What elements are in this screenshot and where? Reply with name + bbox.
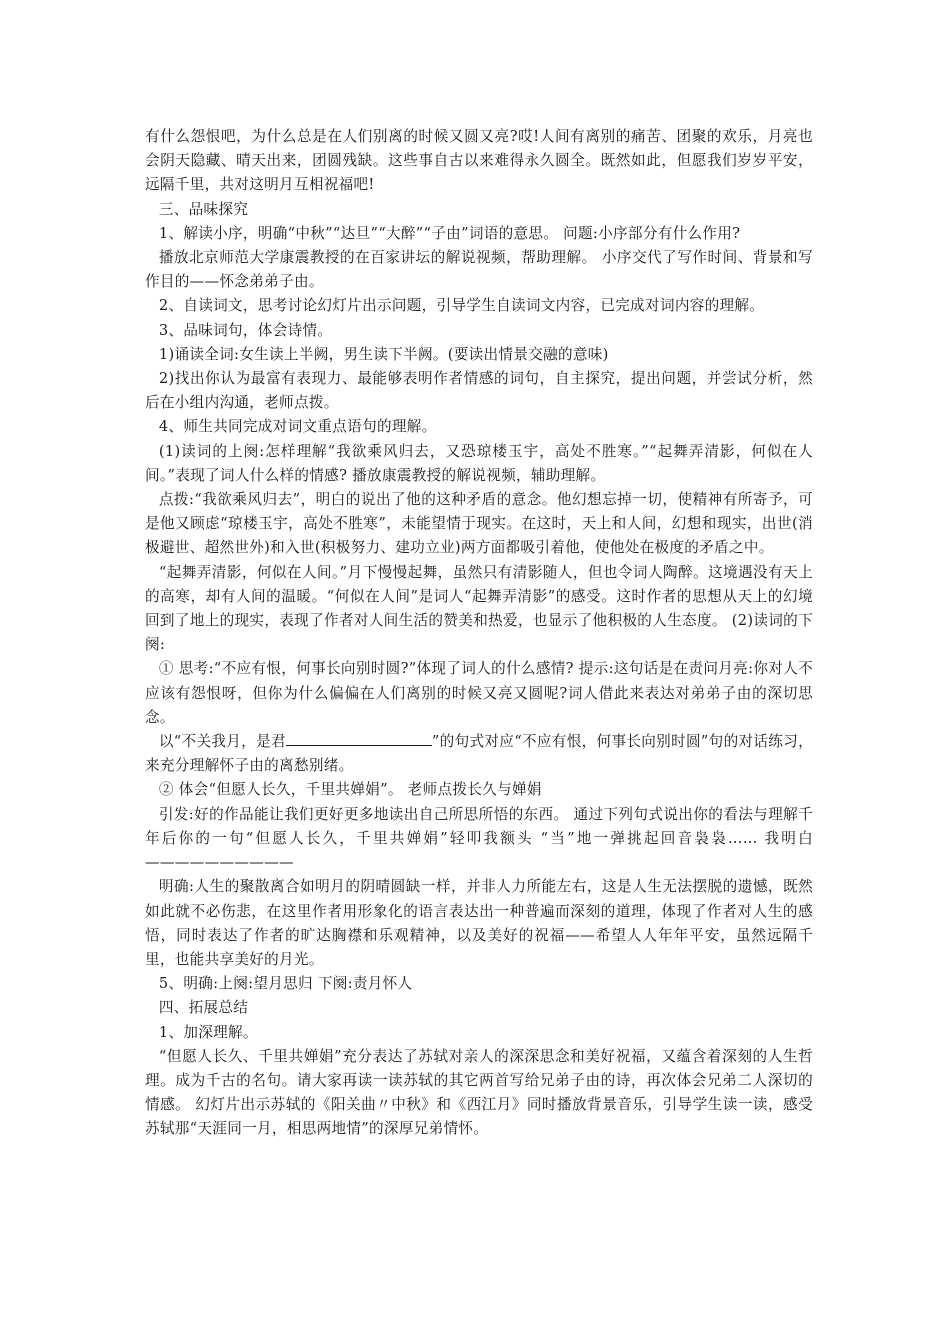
- paragraph-guidance: 点拨:“我欲乘风归去”，明白的说出了他的这种矛盾的意念。他幻想忘掉一切，使精神有所寄予，可是他又顾虑“琼楼玉宇，高处不胜寒”，未能望情于现实。在这时，天上和人间，幻想和现实，出世(消极避世、超然世外)和入世(积极努力、建功立业)两方面都吸引着他，使他处在极度的矛盾之中。: [145, 491, 813, 557]
- answer-blank[interactable]: [286, 730, 432, 746]
- paragraph-intro-translation: 有什么怨恨吧，为什么总是在人们别离的时候又圆又亮?哎!人间有离别的痛苦、团聚的欢乐，月亮也会阴天隐藏、晴天出来，团圆残缺。这些事自古以来难得永久圆全。既然如此，但愿我们岁岁平安，远隔千里，共对这明月互相祝福吧!: [145, 128, 813, 194]
- paragraph-fill-blank: [145, 730, 813, 778]
- fill-blank-prefix: 以“不关我月，是君: [158, 733, 286, 751]
- paragraph-dance-shadow: “起舞弄清影，何似在人间。”月下慢慢起舞，虽然只有清影随人，但也令词人陶醉。这境遇没有天上的高寒，却有人间的温暖。“何似在人间”是词人“起舞弄清影”的感受。这时作者的思想从天上的幻境回到了地上的现实，表现了作者对人间生活的赞美和热爱，也显示了他积极的人生态度。 (2)读词的下阕:: [145, 563, 813, 654]
- paragraph-upper-stanza: (1)读词的上阕:怎样理解“我欲乘风归去，又恐琼楼玉宇，高处不胜寒。”“起舞弄清影，何似在人间。”表现了词人什么样的情感? 播放康震教授的解说视频，辅助理解。: [145, 442, 813, 484]
- paragraph-inspire: 引发:好的作品能让我们更好更多地读出自己所思所悟的东西。 通过下列句式说出你的看法与理解千年后你的一句“但愿人长久，千里共婵娟”轻叩我额头 “当”地一弹挑起回音袅袅…… 我明白——————————: [145, 805, 813, 872]
- section-heading-3: 三、品味探究: [158, 200, 249, 218]
- paragraph-closing: “但愿人长久、千里共婵娟”充分表达了苏轼对亲人的深深思念和美好祝福，又蕴含着深刻的人生哲理。成为千古的名句。请大家再读一读苏轼的其它两首写给兄弟子由的诗，再次体会兄弟二人深切的情感。 幻灯片出示苏轼的《阳关曲〃中秋》和《西江月》同时播放背景音乐，引导学生读一读，感受苏轼那“天涯同一月，相思两地情”的深厚兄弟情怀。: [145, 1047, 813, 1138]
- paragraph-step-1: 1、解读小序，明确“中秋”“达旦”“大醉”“子由”词语的意思。 问题:小序部分有什么作用?: [158, 224, 741, 242]
- paragraph-step-5: 5、明确:上阕:望月思归 下阕:责月怀人: [158, 975, 413, 993]
- fill-blank-suffix: ”的句式对应“不应有恨，何事长向别时圆”句的对话练习，来充分理解怀子由的离愁别绪。: [145, 733, 814, 775]
- paragraph-deepen: 1、加深理解。: [158, 1023, 258, 1041]
- paragraph-step-3-2: 2)找出你认为最富有表现力、最能够表明作者情感的词句，自主探究，提出问题，并尝试分析，然后在小组内沟通，老师点拨。: [145, 370, 813, 412]
- section-heading-4: 四、拓展总结: [158, 999, 249, 1017]
- paragraph-think-1: ① 思考:“不应有恨，何事长向别时圆?”体现了词人的什么感情? 提示:这句话是在责问月亮:你对人不应该有怨恨呀，但你为什么偏偏在人们离别的时候又亮又圆呢?词人借此来表达对弟弟子由的深切思念。: [145, 660, 813, 726]
- paragraph-step-4: 4、师生共同完成对词文重点语句的理解。: [158, 418, 437, 436]
- paragraph-think-2: ② 体会“但愿人长久，千里共婵娟”。 老师点拨长久与婵娟: [158, 781, 542, 799]
- paragraph-step-3: 3、品味词句，体会诗情。: [158, 321, 333, 339]
- paragraph-clarify: 明确:人生的聚散离合如明月的阴晴圆缺一样，并非人力所能左右，这是人生无法摆脱的遗憾，既然如此就不必伤悲，在这里作者用形象化的语言表达出一种普遍而深刻的道理，体现了作者对人生的感悟，同时表达了作者的旷达胸襟和乐观精神，以及美好的祝福——希望人人年年平安，虽然远隔千里，也能共享美好的月光。: [145, 878, 813, 968]
- document-page: [145, 125, 813, 1142]
- paragraph-step-3-1: 1)诵读全词:女生读上半阙，男生读下半阙。(要读出情景交融的意味): [158, 345, 609, 363]
- paragraph-video-1: 播放北京师范大学康震教授的在百家讲坛的解说视频，帮助理解。 小序交代了写作时间、背景和写作目的——怀念弟弟子由。: [145, 249, 813, 291]
- paragraph-step-2: 2、自读词文，思考讨论幻灯片出示问题，引导学生自读词文内容，已完成对词内容的理解。: [158, 297, 765, 315]
